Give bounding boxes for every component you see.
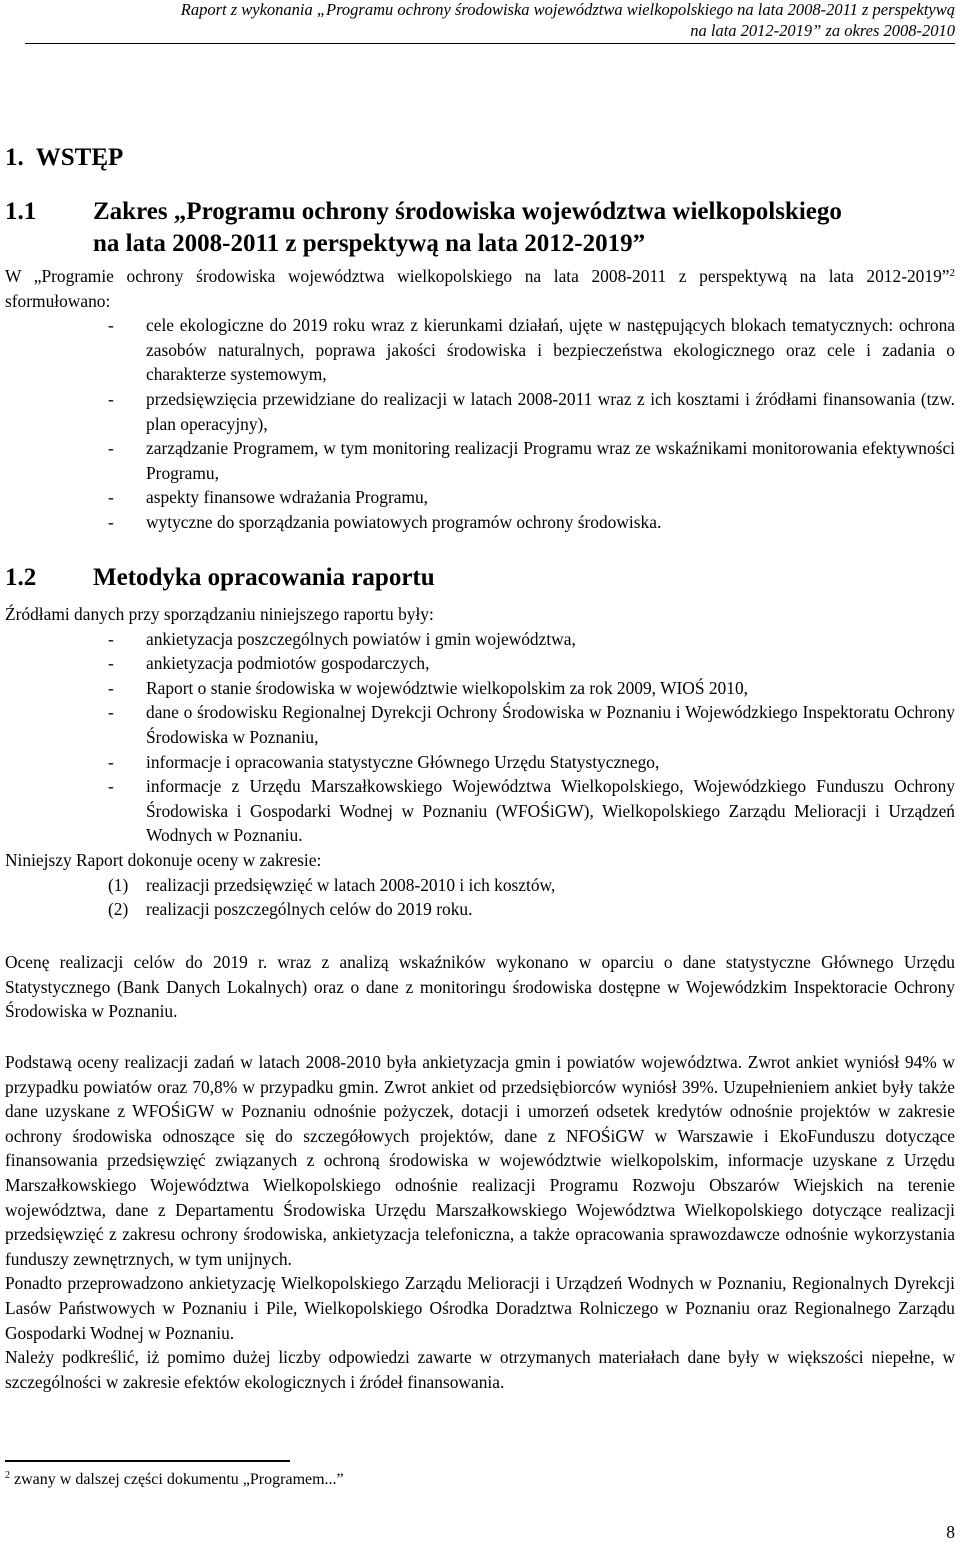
chapter-number: 1. bbox=[5, 144, 24, 171]
footnote-ref: 2 bbox=[949, 267, 955, 279]
footnote-divider bbox=[5, 1460, 290, 1462]
chapter-title: WSTĘP bbox=[35, 144, 124, 171]
list-item: - wytyczne do sporządzania powiatowych programów ochrony środowiska. bbox=[108, 511, 662, 532]
list-item: - ankietyzacja poszczególnych powiatów i gmin województwa, bbox=[108, 628, 576, 649]
section-1-1-intro-end: sformułowano: bbox=[5, 290, 111, 311]
list-item: - aspekty finansowe wdrażania Programu, bbox=[108, 487, 429, 508]
section-1-1-intro-text: W „Programie ochrony środowiska województwa wielkopolskiego na lata 2008-2011 z perspektywą na lata 2012-2019” bbox=[5, 266, 950, 286]
list-item: (2) realizacji poszczególnych celów do 2019 roku. bbox=[108, 899, 473, 920]
section-1-2-title: Metodyka opracowania raportu bbox=[93, 564, 435, 591]
sources-intro: Źródłami danych przy sporządzaniu niniejszego raportu były: bbox=[5, 604, 434, 624]
list-item: - cele ekologiczne do 2019 roku wraz z kierunkami działań, ujęte w następujących blokach tematycznych: ochrona zasobów naturalnych, poprawa jakości środowiska i bezpieczeństwa ekologicznego oraz cele i zadania o charakterze systemowym, bbox=[108, 315, 955, 385]
section-1-1-content bbox=[5, 264, 955, 535]
running-header-line-2: na lata 2012-2019” za okres 2008-2010 bbox=[690, 20, 955, 40]
paragraph-4: Należy podkreślić, iż pomimo dużej liczby odpowiedzi zawarte w otrzymanych materiałach dane były w większości niepełne, w szczególności w zakresie efektów ekologicznych i źródeł finansowania. bbox=[5, 1347, 955, 1392]
running-header-line-1: Raport z wykonania „Programu ochrony środowiska województwa wielkopolskiego na lata 2008-2011 z perspektywą bbox=[180, 0, 955, 19]
section-1-1-title-line-1: Zakres „Programu ochrony środowiska województwa wielkopolskiego bbox=[93, 198, 842, 225]
running-header bbox=[25, 0, 955, 44]
sources-list bbox=[5, 627, 955, 848]
list-item: - przedsięwzięcia przewidziane do realizacji w latach 2008-2011 wraz z ich kosztami i źródłami finansowania (tzw. plan operacyjny), bbox=[108, 388, 955, 434]
paragraph-2: Podstawą oceny realizacji zadań w latach 2008-2010 była ankietyzacja gmin i powiatów województwa. Zwrot ankiet wyniósł 94% w przypadku powiatów oraz 70,8% w przypadku gmin. Zwrot ankiet od przedsiębiorców wyniósł 39%. Uzupełnieniem ankiet były także dane uzyskane z WFOŚiGW w Poznaniu odnośnie pożyczek, dotacji i umorzeń odsetek kredytów odnośnie projektów w zakresie ochrony środowiska odnoszące się do szczegółowych projektów, dane z NFOŚiGW w Warszawie i EkoFunduszu dotyczące finansowania przedsięwzięć związanych z ochroną środowiska w województwie wielkopolskim, informacje uzyskane z Urzędu Marszałkowskiego Województwa Wielkopolskiego odnośnie realizacji Programu Rozwoju Obszarów Wiejskich na terenie województwa, dane z Departamentu Środowiska Urzędu Marszałkowskiego Województwa Wielkopolskiego dotyczące realizacji przedsięwzięć z zakresu ochrony środowiska, ankietyzacja telefoniczna, a także opracowania sprawozdawcze odnośnie wykorzystania funduszy zewnętrznych, w tym unijnych. Ponadto przeprowadzono ankietyzację Wielkopolskiego Zarządu Melioracji i Urządzeń Wodnych w Poznaniu, Regionalnych Dyrekcji Lasów Państwowych w Poznaniu i Pile, Wielkopolskiego Ośrodka Doradztwa Rolniczego w Poznaniu oraz Regionalnego Zarządu Gospodarki Wodnej w Poznaniu. Należy podkreślić, iż pomimo dużej liczby odpowiedzi zawarte w otrzymanych materiałach dane były w większości niepełne, w szczególności w zakresie efektów ekologicznych i źródeł finansowania. bbox=[5, 1050, 955, 1394]
footnote-mark: 2 bbox=[5, 1470, 10, 1481]
list-item: - informacje z Urzędu Marszałkowskiego Województwa Wielkopolskiego, Wojewódzkiego Funduszu Ochrony Środowiska i Gospodarki Wodnej w Poznaniu (WFOŚiGW), Wielkopolskiego Zarządu Melioracji i Urządzeń Wodnych w Poznaniu. bbox=[108, 776, 955, 846]
scope-list bbox=[5, 873, 955, 922]
scope-intro: Niniejszy Raport dokonuje oceny w zakresie: bbox=[5, 849, 322, 870]
list-item: - informacje i opracowania statystyczne Głównego Urzędu Statystycznego, bbox=[108, 751, 660, 772]
section-1-1-number: 1.1 bbox=[5, 198, 37, 225]
paragraph-3: Ponadto przeprowadzono ankietyzację Wielkopolskiego Zarządu Melioracji i Urządzeń Wodnych w Poznaniu, Regionalnych Dyrekcji Lasów Państwowych w Poznaniu i Pile, Wielkopolskiego Ośrodka Doradztwa Rolniczego w Poznaniu oraz Regionalnego Zarządu Gospodarki Wodnej w Poznaniu. bbox=[5, 1273, 955, 1343]
page-number: 8 bbox=[946, 1522, 955, 1542]
list-item: - ankietyzacja podmiotów gospodarczych, bbox=[108, 653, 430, 674]
footnote bbox=[5, 1470, 344, 1490]
section-1-1-intro bbox=[5, 264, 955, 313]
program-contents-list bbox=[5, 313, 955, 534]
paragraph-1: Ocenę realizacji celów do 2019 r. wraz z analizą wskaźników wykonano w oparciu o dane statystyczne Głównego Urzędu Statystycznego (Bank Danych Lokalnych) oraz o dane z monitoringu środowiska dostępne w Wojewódzkim Inspektoracie Ochrony Środowiska w Poznaniu. bbox=[5, 952, 955, 1022]
list-item: - dane o środowisku Regionalnej Dyrekcji Ochrony Środowiska w Poznaniu i Wojewódzkiego Inspektoratu Ochrony Środowiska w Poznaniu, bbox=[108, 702, 955, 747]
section-1-2-content bbox=[5, 602, 955, 922]
section-1-1-title-line-2: na lata 2008-2011 z perspektywą na lata 2012-2019” bbox=[93, 230, 646, 257]
list-item: - Raport o stanie środowiska w województwie wielkopolskim za rok 2009, WIOŚ 2010, bbox=[108, 677, 748, 698]
chapter-heading bbox=[5, 143, 123, 173]
footnote-text: zwany w dalszej części dokumentu „Programem...” bbox=[10, 1471, 344, 1488]
section-1-2-number: 1.2 bbox=[5, 564, 37, 591]
list-item: (1) realizacji przedsięwzięć w latach 2008-2010 i ich kosztów, bbox=[108, 874, 556, 895]
list-item: - zarządzanie Programem, w tym monitoring realizacji Programu wraz ze wskaźnikami monitorowania efektywności Programu, bbox=[108, 438, 955, 483]
